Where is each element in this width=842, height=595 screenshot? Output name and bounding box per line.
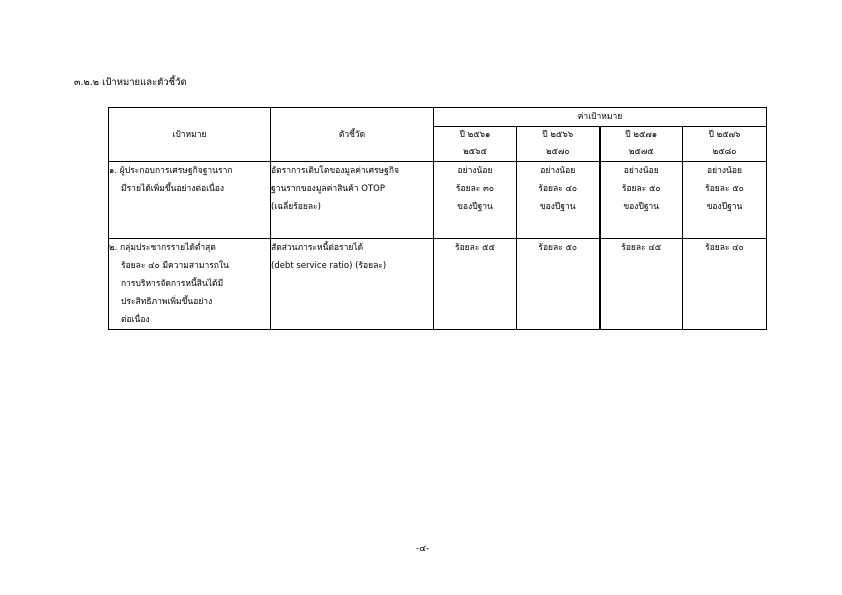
row-1-value-year-2: อย่างน้อย ร้อยละ ๔๐ ของปีฐาน [517, 162, 600, 239]
row-2-target: ๒. กลุ่มประชากรรายได้ต่ำสุด ร้อยละ ๔๐ มีความสามารถใน การบริหารจัดการหนี้สินได้มี ประสิทธิภาพเพิ่มขึ้นอย่าง ต่อเนื่อง [109, 239, 271, 330]
header-year-3: ปี ๒๕๗๑ ๒๕๗๕ [600, 127, 683, 162]
row-2-value-year-2: ร้อยละ ๕๐ [517, 239, 600, 330]
page-number: -๔- [416, 544, 430, 554]
row-2-indicator: สัดส่วนภาระหนี้ต่อรายได้ (debt service ratio) (ร้อยละ) [271, 239, 434, 330]
row-1-value-year-3: อย่างน้อย ร้อยละ ๕๐ ของปีฐาน [600, 162, 683, 239]
targets-table [108, 107, 767, 330]
row-2-value-year-1: ร้อยละ ๕๕ [434, 239, 517, 330]
table-row [109, 239, 767, 330]
table-row [109, 162, 767, 239]
row-1-value-year-1: อย่างน้อย ร้อยละ ๓๐ ของปีฐาน [434, 162, 517, 239]
header-indicator: ตัวชี้วัด [271, 108, 434, 162]
section-heading: ๓.๒.๒ เป้าหมายและตัวชี้วัด [74, 77, 187, 88]
header-target: เป้าหมาย [109, 108, 271, 162]
row-1-target: ๑. ผู้ประกอบการเศรษฐกิจฐานราก มีรายได้เพิ่มขึ้นอย่างต่อเนื่อง [109, 162, 271, 239]
header-year-1: ปี ๒๕๖๑ ๒๕๖๕ [434, 127, 517, 162]
header-year-2: ปี ๒๕๖๖ ๒๕๗๐ [517, 127, 600, 162]
row-2-value-year-4: ร้อยละ ๔๐ [683, 239, 767, 330]
row-2-value-year-3: ร้อยละ ๔๕ [600, 239, 683, 330]
row-1-value-year-4: อย่างน้อย ร้อยละ ๕๐ ของปีฐาน [683, 162, 767, 239]
header-year-4: ปี ๒๕๗๖ ๒๕๘๐ [683, 127, 767, 162]
row-1-indicator: อัตราการเติบโตของมูลค่าเศรษฐกิจ ฐานรากของมูลค่าสินค้า OTOP (เฉลี่ยร้อยละ) [271, 162, 434, 239]
header-target-value: ค่าเป้าหมาย [434, 108, 767, 127]
